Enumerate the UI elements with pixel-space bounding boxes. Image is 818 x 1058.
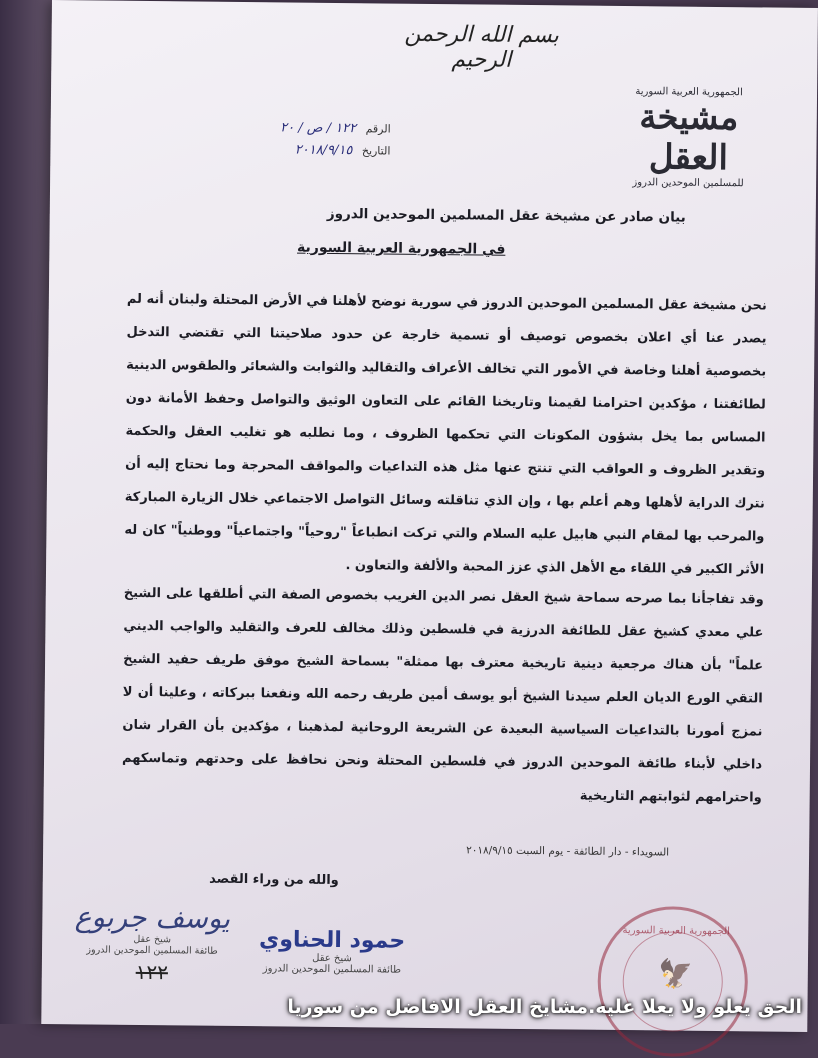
reference-date-label: التاريخ [361, 144, 391, 158]
signature-1-name: يوسف جربوع [74, 900, 231, 935]
closing-line: والله من وراء القصد [209, 871, 339, 889]
statement-subtitle: في الجمهورية العربية السورية [297, 239, 506, 258]
image-caption: الحق يعلو ولا يعلا عليه.مشايخ العقل الافاضل من سوريا [287, 996, 802, 1018]
letter-paper [41, 0, 818, 1032]
signature-2 [252, 927, 412, 976]
reference-number-label: الرقم [365, 122, 391, 136]
logo-main-text: مشيخة العقل [639, 97, 739, 179]
signature-1-org: طائفة المسلمين الموحدين الدروز [86, 944, 218, 957]
basmala: بسم الله الرحمن الرحيم [404, 21, 559, 73]
reference-date-row [170, 141, 390, 165]
reference-number-value: ١٢٢ / ص / ٢٠ [280, 120, 357, 137]
signature-1-title: شيخ عقل [133, 933, 172, 946]
letterhead-logo [608, 86, 769, 190]
place-date: السويداء - دار الطائفة - يوم السبت ٢٠١٨/٩/١٥ [466, 844, 670, 859]
logo-sub-text: للمسلمين الموحدين الدروز [632, 177, 744, 190]
paragraph-2: وقد تفاجأنا بما صرحه سماحة شيخ العقل نصر الدين الغريب بخصوص الصفة التي أطلقها على الشيخ علي معدي كشيخ عقل للطائفة الدرزية في فلسطين وذلك مخالف للعرف والتقليد والواجب الديني علماً" بأن هناك مرجعية دينية تاريخية معترف بها ممثلة" بسماحة الشيخ موفق طريف حفيد الشيخ التقي الورع الديان العلم سيدنا الشيخ أبو يوسف أمين طريف رحمه الله ونفعنا ببركاته ، وعلينا أن لا نمزج أمورنا بالتداعيات السياسية البعيدة عن الشريعة الروحانية لمذهبنا ، مؤكدين بأن القرار شان داخلي لأبناء طائفة الموحدين الدروز في فلسطين المحتلة ونحن نحافظ على وحدتهم وتماسكهم واحترامهم لثوابتهم التاريخية [121, 585, 764, 806]
signature-2-name: حمود الحناوي [258, 927, 406, 954]
signature-1-number: ١٢٢ [135, 959, 169, 985]
logo-top-text: الجمهورية العربية السورية [635, 86, 743, 99]
signature-1 [52, 900, 253, 985]
statement-title: بيان صادر عن مشيخة عقل المسلمين الموحدين الدروز [326, 205, 686, 226]
signature-2-title: شيخ عقل [312, 952, 352, 965]
reference-block [170, 119, 390, 165]
signature-2-org: طائفة المسلمين الموحدين الدروز [262, 963, 401, 976]
paragraph-1: نحن مشيخة عقل المسلمين الموحدين الدروز في سورية نوضح لأهلنا في الأرض المحتلة ولبنان أنه لم يصدر عنا أي اعلان بخصوص توصيف أو تسمية خارجة عن حدود صلاحيتنا التي تقتضي التدخل بخصوصية أهلنا وخاصة في الأمور التي تخالف الأعراف والتقاليد والثوابت والشعائر والطقوس الدينية لطائفتنا ، مؤكدين احترامنا لقيمنا وتاريخنا القائم على التعاون الوثيق والتواصل وحفظ الأمانة دون المساس بما يخل بشؤون المكونات التي تحكمها الظروف ، وما نطلبه هو تغليب العقل والحكمة وتقدير الظروف و العواقب التي تنتج عنها مثل هذه التداعيات والمواقف المحرجة وما نحتاج إليه أن نترك الدراية لأهلها وهم أعلم بها ، وإن الذي تناقلته وسائل التواصل الاجتماعي خلال الزيارة المباركة والمرحب بها لمقام النبي هابيل عليه السلام والتي تركت انطباعاً "روحياً" واجتماعياً" ووطنياً" كان له الأثر الكبير في اللقاء مع الأهل الذي عزز المحبة والألفة والتعاون . [124, 291, 767, 578]
seal-text: الجمهورية العربية السورية [622, 925, 731, 938]
official-seal [597, 906, 749, 1058]
reference-date-value: ٢٠١٨/٩/١٥ [294, 142, 353, 159]
eagle-emblem-icon: 🦅 [658, 957, 694, 991]
reference-number-row [171, 119, 391, 143]
